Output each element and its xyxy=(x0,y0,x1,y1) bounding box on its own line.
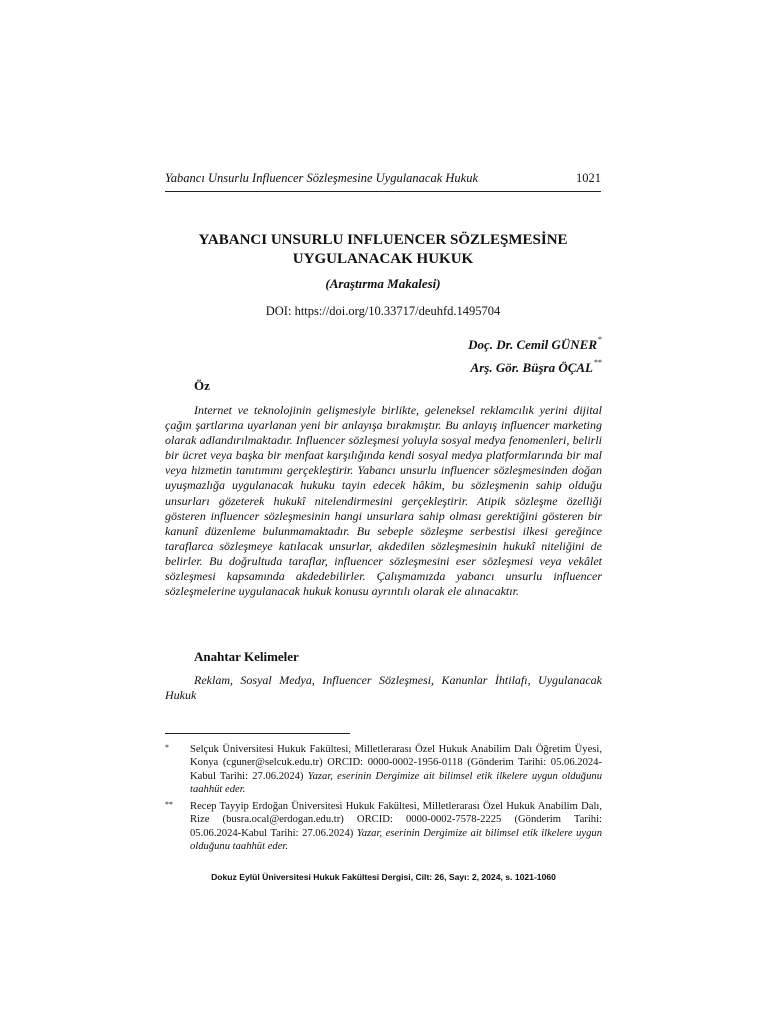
footnote-2-ethics-note: Yazar, eserinin Dergimize ait bilimsel etik ilkelere uygun olduğunu taahhüt eder. xyxy=(190,827,603,853)
author-1-footnote-mark[interactable]: * xyxy=(598,335,602,344)
author-2-footnote-mark[interactable]: ** xyxy=(594,358,602,367)
abstract-heading: Öz xyxy=(194,378,210,393)
page-number: 1021 xyxy=(576,171,601,185)
footnote-1-ethics-note: Yazar, eserinin Dergimize ait bilimsel etik ilkelere uygun olduğunu taahhüt eder. xyxy=(190,770,602,796)
author-2 xyxy=(471,358,602,376)
footnote-2-body xyxy=(190,800,602,854)
footnote-1 xyxy=(165,743,602,797)
running-header xyxy=(165,171,601,186)
article-title xyxy=(165,231,601,269)
header-divider xyxy=(165,191,601,192)
footnote-1-mark: * xyxy=(165,743,169,752)
author-1-name: Doç. Dr. Cemil GÜNER xyxy=(468,337,597,352)
footnote-2-text: Recep Tayyip Erdoğan Üniversitesi Hukuk Fakültesi, Milletlerarası Özel Hukuk Anabilim Dalı, Rize (busra.ocal@erdogan.edu.tr) ORCID: 0000-0002-7578-2225 (Gönderim Tarihi: 05.06.2024-Kabul Tarihi: 27.06.2024) xyxy=(190,801,602,839)
journal-citation-footer: Dokuz Eylül Üniversitesi Hukuk Fakültesi Dergisi, Cilt: 26, Sayı: 2, 2024, s. 1021-1060 xyxy=(211,872,556,882)
article-title-line-2: UYGULANACAK HUKUK xyxy=(292,251,474,267)
author-2-name: Arş. Gör. Büşra ÖÇAL xyxy=(470,360,593,375)
footnote-2-mark: ** xyxy=(165,800,173,809)
footnote-1-body xyxy=(190,743,602,797)
keywords-heading: Anahtar Kelimeler xyxy=(194,649,299,664)
footnote-2 xyxy=(165,800,602,854)
abstract-text: Internet ve teknolojinin gelişmesiyle birlikte, geleneksel reklamcılık yerini dijital çağın şartlarına uyarlanan yeni bir anlayışa bırakmıştır. Bu anlayış influencer marketing olarak adlandırılmaktadır. Influencer sözleşmesi yoluyla sosyal medya fenomenleri, belirli bir ücret veya başka bir menfaat karşılığında kendi sosyal medya platformlarında bir mal veya hizmetin tanıtımını gerçekleştirir. Yabancı unsurlu influencer sözleşmesinden doğan uyuşmazlığa uygulanacak hukuku tayin edecek hâkim, bu sözleşmenin sahip olduğu unsurları gözeterek hukukî nitelendirmesini gerçekleştirir. Atipik sözleşme özelliği gösteren influencer sözleşmesinin hangi unsurlara sahip olması gerektiğini gösteren bir kanunî düzenleme bulunmamaktadır. Bu sebeple sözleşme serbestisi ilkesi gereğince taraflarca sözleşmeye katılacak unsurlar, akdedilen sözleşmesinin hukukî niteliğini de belirler. Bu doğrultuda taraflar, influencer sözleşmesini eser sözleşmesi veya vekâlet sözleşmesi kapsamında akdedebilirler. Çalışmamızda yabancı unsurlu influencer sözleşmelerine uygulanacak hukuk konusu ayrıntılı olarak ele alınacaktır. xyxy=(165,403,602,599)
footnote-1-text: Selçuk Üniversitesi Hukuk Fakültesi, Milletlerarası Özel Hukuk Anabilim Dalı Öğretim Üyesi, Konya (cguner@selcuk.edu.tr) ORCID: 0000-0002-1956-0118 (Gönderim Tarihi: 05.06.2024-Kabul Tarihi: 27.06.2024) xyxy=(190,744,602,782)
keywords-text: Reklam, Sosyal Medya, Influencer Sözleşmesi, Kanunlar İhtilafı, Uygulanacak Hukuk xyxy=(165,673,602,703)
article-type: (Araştırma Makalesi) xyxy=(325,276,441,291)
article-title-line-1: YABANCI UNSURLU INFLUENCER SÖZLEŞMESİNE xyxy=(198,232,568,248)
running-header-title: Yabancı Unsurlu Influencer Sözleşmesine Uygulanacak Hukuk xyxy=(165,171,479,185)
author-1 xyxy=(468,335,602,353)
doi-link[interactable]: DOI: https://doi.org/10.33717/deuhfd.1495704 xyxy=(265,304,501,318)
footnote-divider xyxy=(165,733,350,734)
